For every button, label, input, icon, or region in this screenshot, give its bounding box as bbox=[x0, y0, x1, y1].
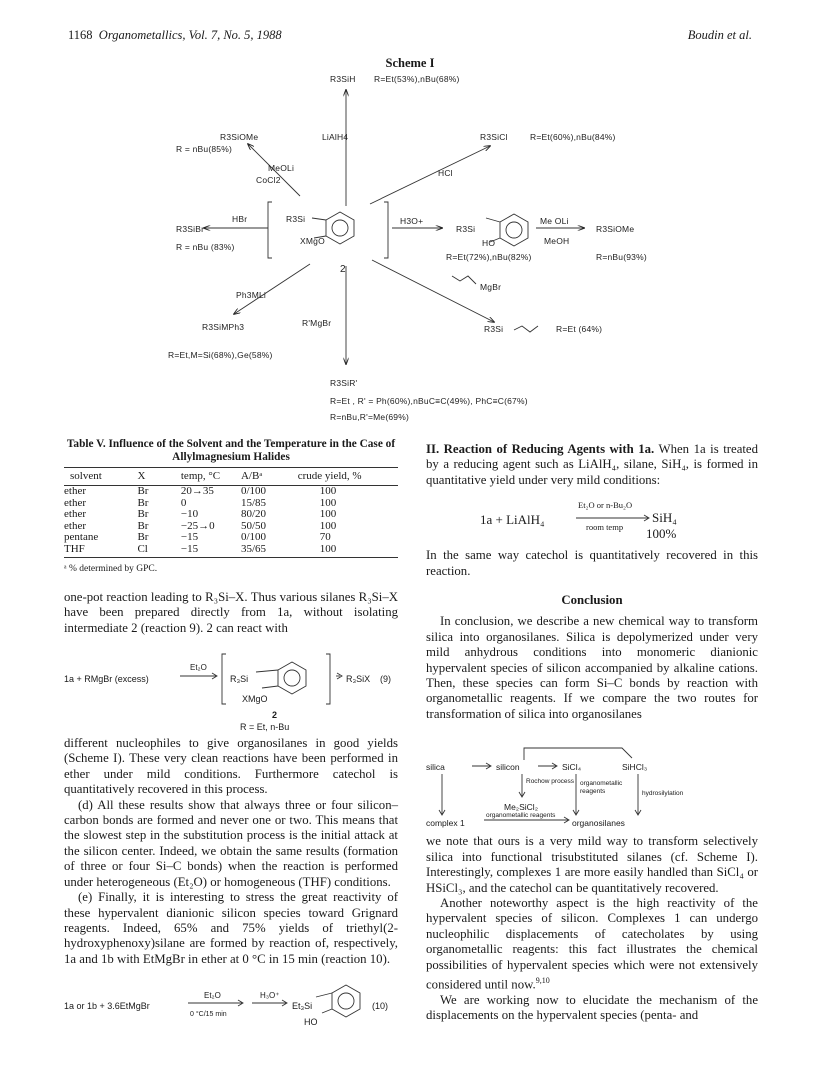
label-r3siome-left-yield: R = nBu(85%) bbox=[176, 144, 233, 154]
table-cell: Cl bbox=[137, 544, 180, 558]
eq9-compound-label: 2 bbox=[272, 710, 278, 721]
table-row bbox=[64, 486, 398, 498]
eq-lialh4-temp: room temp bbox=[586, 522, 624, 533]
label-r3sih: R3SiH bbox=[330, 74, 356, 84]
paragraph: In conclusion, we describe a new chemical way to transform silica into organosilanes. Silica is depolymerized under very mild anhydrous conditions into monomeric dianionic hypervalent species of silicon accompanied by alkaline cations. Then, these species can form Si–C bonds by reaction with organometallic reagents. If we compare the two routes for transformation of silica into organosilanes bbox=[426, 614, 758, 721]
label-r3sicl-yields: R=Et(60%),nBu(84%) bbox=[530, 132, 616, 142]
eq9-number: (9) bbox=[380, 674, 391, 685]
col-header: solvent bbox=[64, 468, 137, 486]
eq9-solvent: Et₂O bbox=[190, 663, 207, 673]
label-meoli: MeOLi bbox=[268, 163, 295, 173]
eq-lialh4-product: SiH₄ bbox=[652, 510, 677, 526]
label-r3si-center: R3Si bbox=[286, 214, 306, 224]
label-ph3mli: Ph3MLi bbox=[236, 290, 267, 300]
scheme-title: Scheme I bbox=[385, 56, 435, 70]
route-sihcl3: SiHCl₃ bbox=[622, 762, 648, 773]
eq9-xmgo: XMgO bbox=[242, 694, 268, 705]
section-heading: II. Reaction of Reducing Agents with 1a. bbox=[426, 442, 655, 456]
table-cell: 0/100 bbox=[240, 531, 267, 544]
running-header-left bbox=[68, 28, 282, 43]
route-silica: silica bbox=[426, 762, 445, 773]
eq10-h3o: H₃O⁺ bbox=[260, 991, 280, 1001]
table-cell: 100 bbox=[319, 519, 337, 532]
label-r3sibr: R3SiBr bbox=[176, 224, 205, 234]
table-cell: pentane bbox=[64, 531, 99, 544]
journal-citation: Organometallics, Vol. 7, No. 5, 1988 bbox=[98, 28, 282, 42]
label-r3sih-yields: R=Et(53%),nBu(68%) bbox=[374, 74, 460, 84]
table-cell: 80/20 bbox=[240, 508, 267, 521]
eq-lialh4-solvent: Et₂O or n-Bu₂O bbox=[578, 500, 633, 511]
label-h3o: H3O+ bbox=[400, 216, 424, 226]
page-number: 1168 bbox=[68, 28, 93, 42]
table-row bbox=[64, 521, 398, 533]
table-cell: −15 bbox=[180, 531, 199, 544]
left-column bbox=[64, 438, 398, 1029]
label-rmgbr: R'MgBr bbox=[302, 318, 332, 328]
table-cell: ether bbox=[64, 485, 86, 498]
route-organometallic-reagents: organometallic reagents bbox=[580, 780, 623, 796]
label-lialh4: LiAlH4 bbox=[322, 132, 349, 142]
silica-routes-diagram bbox=[426, 744, 758, 828]
table-cell: 100 bbox=[319, 496, 337, 509]
label-r3si-allyl: R3Si bbox=[484, 324, 504, 334]
table-v bbox=[64, 467, 398, 558]
equation-9 bbox=[64, 642, 398, 733]
table-cell: −15 bbox=[181, 544, 241, 558]
table-footnote: ᵃ % determined by GPC. bbox=[64, 564, 158, 575]
route-me2sicl2: Me₂SiCl₂ bbox=[504, 802, 538, 813]
allylsilane-zigzag bbox=[514, 326, 538, 332]
table-cell: 15/85 bbox=[240, 496, 267, 509]
table-cell: 50/50 bbox=[240, 519, 267, 532]
label-r3sir: R3SiR' bbox=[330, 378, 358, 388]
eq10-number: (10) bbox=[372, 1001, 389, 1012]
eq10-cond-bottom: 0 °C/15 min bbox=[190, 1011, 227, 1019]
table-cell: ether bbox=[64, 508, 86, 521]
table-row bbox=[64, 532, 398, 544]
table-cell: Br bbox=[137, 496, 149, 509]
col-header: temp, °C bbox=[181, 468, 241, 486]
col-header: A/Bᵃ bbox=[241, 468, 298, 486]
table-cell: 35/65 bbox=[241, 544, 298, 558]
table-cell: 20→35 bbox=[180, 485, 214, 498]
table-row bbox=[64, 509, 398, 521]
label-hcl: HCl bbox=[438, 168, 453, 178]
paragraph: In the same way catechol is quantitatively recovered in this reaction. bbox=[426, 548, 758, 578]
eq9-r3si: R₃Si bbox=[230, 674, 249, 685]
table-cell: ether bbox=[64, 496, 86, 509]
route-sicl4: SiCl₄ bbox=[562, 762, 582, 773]
table-cell: 70 bbox=[319, 531, 331, 544]
paragraph: (d) All these results show that always three or four silicon–carbon bonds are formed and never one or two. This means that the slowest step in the substitution process is the initial attack at the silicon center. Indeed, we obtain the same results (formation of three or four Si–C bonds) when the reaction is performed under heterogeneous (Et₂O) or homogeneous (THF) conditions. bbox=[64, 797, 398, 889]
label-r3si-allyl-yield: R=Et (64%) bbox=[556, 324, 603, 334]
paragraph: (e) Finally, it is interesting to stress the great reactivity of these hypervalent dianionic silicon species toward Grignard reagents. Indeed, 65% and 75% yields of triethyl(2-hydroxyphenoxy)silane are formed by reaction of, respectively, 1a and 1b with EtMgBr in ether at 0 °C in 15 min (reaction 10). bbox=[64, 890, 398, 966]
table-cell: 0 bbox=[180, 496, 187, 509]
eq10-product: Et₃Si bbox=[292, 1001, 313, 1012]
right-column bbox=[426, 442, 758, 1023]
paragraph: one-pot reaction leading to R₃Si–X. Thus various silanes R₃Si–X have been prepared directly from 1a, without isolating intermediate 2 (reaction 9). 2 can react with bbox=[64, 589, 398, 635]
label-meoli-right: Me OLi bbox=[540, 216, 569, 226]
table-row bbox=[64, 498, 398, 510]
table-title: Table V. Influence of the Solvent and the Temperature in the Case of Allylmagnesium Halides bbox=[66, 438, 396, 463]
route-silicon: silicon bbox=[496, 762, 520, 773]
route-org-reagents-bottom: organometallic reagents bbox=[486, 812, 556, 820]
label-r3si-right-yields: R=Et(72%),nBu(82%) bbox=[446, 252, 532, 262]
route-hydrosilylation: hydrosilylation bbox=[642, 790, 684, 798]
paragraph: We are working now to elucidate the mechanism of the displacements on the hypervalent species (penta- and bbox=[426, 992, 758, 1023]
table-cell: 0/100 bbox=[240, 485, 267, 498]
reference-superscript: 9,10 bbox=[535, 975, 550, 985]
arrow-to-r3simph3 bbox=[234, 264, 310, 314]
section-text: When 1a is treated by a reducing agent such as LiAlH₄, silane, SiH₄, is formed in quantitative yield under very mild conditions: bbox=[426, 442, 759, 487]
equation-lialh4 bbox=[426, 496, 758, 544]
table-cell: −10 bbox=[180, 508, 199, 521]
eq10-reactants: 1a or 1b + 3.6EtMgBr bbox=[64, 1001, 150, 1012]
label-meoh: MeOH bbox=[544, 236, 570, 246]
eq-lialh4-reactants: 1a + LiAlH₄ bbox=[480, 512, 545, 528]
eq10-ho: HO bbox=[304, 1017, 318, 1028]
table-row bbox=[64, 544, 398, 558]
table-cell: Br bbox=[137, 531, 149, 544]
table-cell: 100 bbox=[298, 544, 398, 558]
running-header-authors: Boudin et al. bbox=[687, 28, 752, 42]
table-cell: 100 bbox=[319, 508, 337, 521]
paragraph bbox=[426, 896, 758, 993]
eq10-cond-top: Et₂O bbox=[204, 991, 221, 1001]
paragraph-text: Another noteworthy aspect is the high reactivity of the hypervalent species of silicon. Complexes 1 can undergo nucleophilic displacements of catecholates by using organometallic reagents: this fact illustrates the chemical possibilities of hypervalent species which were not extensively considered until now. bbox=[426, 895, 758, 992]
table-cell: ether bbox=[64, 519, 86, 532]
col-header: X bbox=[137, 468, 180, 486]
table-cell: 100 bbox=[319, 485, 337, 498]
label-r3simph3: R3SiMPh3 bbox=[202, 322, 245, 332]
eq10-graphics bbox=[64, 973, 398, 1029]
label-r3siome-left: R3SiOMe bbox=[220, 132, 259, 142]
intermediate-2-structure bbox=[268, 202, 388, 258]
table-cell: −25→0 bbox=[180, 519, 215, 532]
eq9-r-definition: R = Et, n-Bu bbox=[240, 722, 290, 733]
col-header: crude yield, % bbox=[298, 468, 398, 486]
label-compound-2: 2 bbox=[340, 264, 346, 275]
label-ho: HO bbox=[482, 238, 496, 248]
label-r3sicl: R3SiCl bbox=[480, 132, 508, 142]
route-rochow: Rochow process bbox=[526, 778, 575, 786]
table-cell: Br bbox=[137, 485, 149, 498]
label-cocl2: CoCl2 bbox=[256, 175, 281, 185]
label-r3sibr-yield: R = nBu (83%) bbox=[176, 242, 235, 252]
label-r3sir-yields-1: R=Et , R' = Ph(60%),nBuC≡C(49%), PhC≡C(67%) bbox=[330, 396, 528, 406]
allyl-mgbr-zigzag bbox=[452, 276, 476, 284]
paragraph: we note that ours is a very mild way to transform selectively silica into functional trisubstituted silanes (cf. Scheme I). Interestingly, complexes 1 are more easily handled than SiCl₄ or HSiCl₃, and the catechol can be quantitatively recovered. bbox=[426, 834, 758, 895]
label-allyl-mgbr: MgBr bbox=[480, 282, 502, 292]
label-r3siome-right-yield: R=nBu(93%) bbox=[596, 252, 647, 262]
route-organosilanes: organosilanes bbox=[572, 818, 625, 829]
scheme-diagram bbox=[0, 68, 820, 428]
paragraph bbox=[426, 442, 758, 488]
table-cell: Br bbox=[137, 519, 149, 532]
eq-lialh4-arrow bbox=[426, 496, 758, 544]
table-cell: THF bbox=[64, 544, 137, 558]
label-r3simph3-yields: R=Et,M=Si(68%),Ge(58%) bbox=[168, 350, 273, 360]
equation-10 bbox=[64, 973, 398, 1029]
label-r3sir-yields-2: R=nBu,R'=Me(69%) bbox=[330, 412, 409, 422]
eq9-reactants: 1a + RMgBr (excess) bbox=[64, 674, 149, 685]
arrow-to-allylsilane bbox=[372, 260, 494, 322]
eq-lialh4-yield: 100% bbox=[646, 526, 677, 542]
label-r3si-right: R3Si bbox=[456, 224, 476, 234]
conclusion-heading: Conclusion bbox=[561, 593, 623, 608]
route-complex1: complex 1 bbox=[426, 818, 465, 829]
arrow-to-r3sicl bbox=[370, 146, 490, 204]
eq9-product: R₃SiX bbox=[346, 674, 371, 685]
label-hbr: HBr bbox=[232, 214, 248, 224]
table-cell: Br bbox=[137, 508, 149, 521]
label-r3siome-right: R3SiOMe bbox=[596, 224, 635, 234]
paragraph: different nucleophiles to give organosilanes in good yields (Scheme I). These very clean reactions have been performed in ether under mild conditions. Furthermore catechol is quantitatively recovered in this process. bbox=[64, 736, 398, 797]
label-xmgo: XMgO bbox=[300, 236, 325, 246]
